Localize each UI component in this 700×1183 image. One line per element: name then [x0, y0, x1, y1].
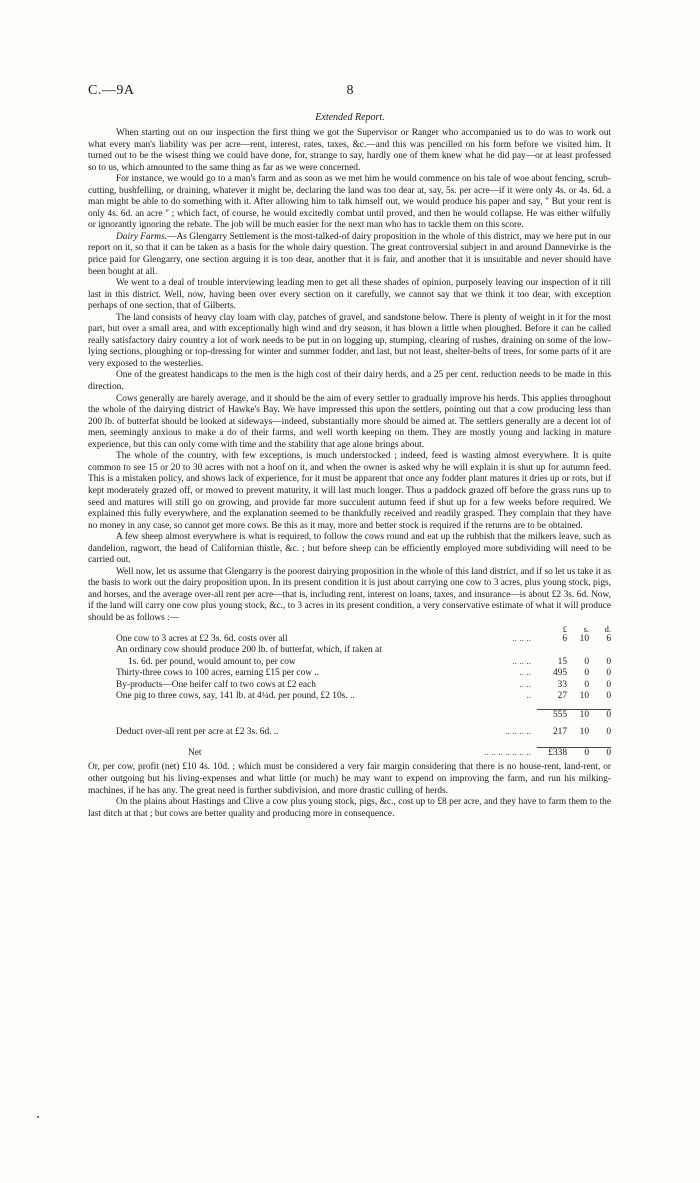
currency-header-row [88, 625, 611, 634]
closing-paragraphs [88, 762, 611, 820]
shillings-value: 0 [584, 679, 589, 690]
pence-value: 6 [606, 633, 611, 644]
shillings-value: 10 [567, 709, 589, 721]
blank-cell [469, 625, 537, 634]
pounds-value: 27 [557, 691, 567, 702]
body-paragraph [88, 567, 611, 625]
body-paragraph [88, 394, 611, 452]
pounds-value: 15 [557, 656, 567, 667]
paragraph-text: Cows generally are barely average, and it should be the aim of every settler to gradually improve his herds. This applies throughout the whole of the dairying district of Hawke's Bay. We have impressed this upon the settlers, pointing out that a cow producing less than 200 lb. of butterfat should be looked at sideways—indeed, substantially more should be aimed at. The settlers generally are a decent lot of men, seemingly anxious to make a do of their farms, and well worth keeping on them. They are mostly young and lacking in mature experience, but this can only come with time and the stability that age alone brings about. [88, 393, 611, 450]
calc-row [88, 668, 611, 680]
paragraph-text: When starting out on our inspection the first thing we got the Supervisor or Ranger who accompanied us to do was to work out what every man's liability was per acre—rent, interest, rates, taxes, &c.—and this was pencilled on his form before we visited him. It turned out to be the wisest thing we could have done, for, strange to say, hardly one of them knew what he did pay—or at least professed so to us, which amounted to the same thing as far as we were concerned. [88, 128, 611, 173]
calc-description: 1s. 6d. per pound, would amount to, per cow [128, 656, 296, 667]
paragraph-text: The whole of the country, with few exceptions, is much understocked ; indeed, feed is wasting almost everywhere. It is quite common to see 15 or 20 to 30 acres with not a hoof on it, and when the owner is asked why he will explain it is shut up for autumn feed. This is a mistaken policy, and shows lack of experience, for it must be apparent that once any fodder plant matures it dries up or rots, but if kept moderately grazed off, or mowed to prevent maturity, it will last much longer. Thus a paddock grazed off before the grass runs up to seed and matures will still go on growing, and provide far more succulent autumn feed if shut up for a few weeks before required. We explained this fully everywhere, and the explanation seemed to be thankfully received and readily grasped. They complain that they have no money in any case, so cannot get more cows. Be this as it may, more and better stock is required if the returns are to be obtained. [88, 451, 611, 531]
pence-value: 0 [589, 747, 611, 759]
body-paragraph [88, 370, 611, 393]
series-code: C.—9A [88, 83, 135, 98]
blank-cell [88, 709, 469, 721]
body-paragraph [88, 232, 611, 278]
pence-value: 0 [606, 679, 611, 690]
report-body [88, 128, 611, 820]
dairy-estimate-table [88, 625, 611, 760]
pounds-value: £338 [537, 747, 567, 759]
body-paragraph [88, 278, 611, 313]
pounds-value [537, 645, 567, 657]
deduct-row [88, 727, 611, 739]
spacer-row [88, 739, 611, 748]
pence-value: 0 [589, 709, 611, 721]
calc-description: One pig to three cows, say, 141 lb. at 4¼d. per pound, £2 10s. .. [116, 691, 355, 702]
blank-cell [469, 709, 537, 721]
shillings-value: 0 [567, 747, 589, 759]
leader-dots [469, 645, 537, 657]
page-number: 8 [346, 83, 354, 98]
subtotal-row [88, 709, 611, 721]
net-label: Net [188, 747, 202, 758]
body-paragraph [88, 313, 611, 371]
shillings-value: 0 [584, 656, 589, 667]
page-speck [37, 1116, 39, 1118]
calc-description: Thirty-three cows to 100 acres, earning £15 per cow .. [116, 668, 320, 679]
calc-row [88, 680, 611, 692]
leader-dots: .. .. [519, 668, 531, 679]
calc-description: By-products—One heifer calf to two cows at £2 each [116, 679, 316, 690]
leader-dots: .. .. .. [512, 633, 531, 644]
calc-row [88, 657, 611, 669]
blank-cell [88, 625, 469, 634]
shillings-value: 10 [579, 691, 589, 702]
calc-description: One cow to 3 acres at £2 3s. 6d. costs over all [116, 633, 288, 644]
paragraph-heading: Dairy Farms. [116, 231, 168, 242]
leader-dots: .. .. .. .. .. .. .. [484, 747, 531, 758]
leader-dots: .. .. .. .. [505, 727, 531, 738]
net-row [88, 747, 611, 759]
calc-description: Deduct over-all rent per acre at £2 3s. 6d. .. [116, 727, 279, 738]
paragraph-text: The land consists of heavy clay loam with clay, patches of gravel, and sandstone below. There is plenty of weight in it for the most part, but over a small area, and with exceptionally high wind and dry season, it has blown a little when ploughed. Before it can be called really satisfactory dairy country a lot of work needs to be put in on logging up, stumping, clearing of rushes, draining on some of the low-lying sections, ploughing or top-dressing for winter and summer fodder, and last, but not least, shelter-belts of trees, for some parts of it are very exposed to the westerlies. [88, 312, 611, 369]
pence-value [589, 645, 611, 657]
pence-header: d. [604, 623, 611, 634]
pence-value: 0 [606, 727, 611, 738]
pounds-header: £ [562, 623, 567, 634]
pounds-value: 217 [552, 727, 567, 738]
shillings-value [567, 645, 589, 657]
leader-dots: .. [526, 691, 531, 702]
body-paragraph [88, 174, 611, 232]
paragraph-list [88, 128, 611, 625]
body-paragraph: On the plains about Hastings and Clive a cow plus young stock, pigs, &c., cost up to £8 per acre, and they have to farm them to the last ditch at that ; but cows are better quality and producing more in consequence. [88, 797, 611, 819]
pounds-value: 495 [552, 668, 567, 679]
page-header [88, 83, 612, 101]
paragraph-text: One of the greatest handicaps to the men is the high cost of their dairy herds, and a 25 per cent. reduction needs to be made in this direction. [88, 370, 611, 393]
paragraph-text: Well now, let us assume that Glengarry is the poorest dairying proposition in the whole of this land district, and if so let us take it as the basis to work out the dairy proposition upon. In its present condition it is just about carrying one cow to 3 acres, plus young stock, pigs, and horses, and the average over-all rent per acre—that is, including rent, interest on loans, taxes, and insurance—is about £2 3s. 6d. Now, if the land will carry one cow plus young stock, &c., to 3 acres in its present condition, a very conservative estimate of what it will produce should be as follows :— [88, 566, 611, 623]
body-paragraph: Or, per cow, profit (net) £10 4s. 10d. ; which must be considered a very fair margin considering that there is no house-rent, land-rent, or other outgoing but his living-expenses and what little (or much) he may want to expend on improving the farm, and run his milking-machines, if he has any. The great need is further subdivision, and more drastic culling of herds. [88, 762, 611, 796]
leader-dots: .. .. .. [512, 656, 531, 667]
body-paragraph [88, 451, 611, 532]
shillings-value: 10 [579, 727, 589, 738]
pence-value: 0 [606, 668, 611, 679]
spacer-cell [88, 739, 611, 748]
paragraph-text: A few sheep almost everywhere is what is required, to follow the cows round and eat up the rubbish that the milkers leave, such as dandelion, ragwort, the head of Californian thistle, &c. ; but before sheep can be efficiently employed more subdividing will need to be carried out. [88, 532, 611, 566]
leader-dots: .. .. [519, 679, 531, 690]
shillings-value: 0 [584, 668, 589, 679]
paragraph-text: For instance, we would go to a man's farm and as soon as we met him he would commence on his tale of woe about fencing, scrub-cutting, bushfelling, or draining, whatever it might be, declaring the land was too dear at, say, 5s. per acre—if it were only 4s. or 4s. 6d. a man might be able to do something with it. After allowing him to talk himself out, we would produce his paper and say, " But your rent is only 4s. 6d. an acre " ; which fact, of course, he would excitedly combat until proved, and then he would collapse. He was either wilfully or ignorantly ignoring the rebate. The job will be much easier for the next man who has to tackle them on this score. [88, 174, 611, 231]
body-paragraph [88, 532, 611, 567]
shillings-header: s. [583, 623, 589, 634]
shillings-value: 10 [579, 633, 589, 644]
paragraph-text: —As Glengarry Settlement is the most-talked-of dairy proposition in the whole of this district, may we here put in our report on it, so that it can be taken as a basis for the whole dairy question. The great controversial subject in and around Dannevirke is the price paid for Glengarry, one section arguing it is too dear, another that it is fair, and another that it is unsuitable and never should have been bought at all. [88, 231, 611, 277]
pounds-value: 33 [557, 679, 567, 690]
pence-value: 0 [606, 691, 611, 702]
calc-row [88, 691, 611, 703]
section-title: Extended Report. [315, 112, 385, 123]
pounds-value: 555 [537, 709, 567, 721]
pounds-value: 6 [562, 633, 567, 644]
body-paragraph [88, 128, 611, 174]
pence-value: 0 [606, 656, 611, 667]
calc-row [88, 645, 611, 657]
calc-row [88, 634, 611, 646]
paragraph-text: We went to a deal of trouble interviewing leading men to get all these shades of opinion, purposely leaving our inspection of it till last in this district. Well, now, having been over every section on it carefully, we cannot say that we think it too dear, with exception perhaps of one section, that of Gilberts. [88, 278, 611, 312]
calc-description: An ordinary cow should produce 200 lb. of butterfat, which, if taken at [116, 645, 382, 656]
